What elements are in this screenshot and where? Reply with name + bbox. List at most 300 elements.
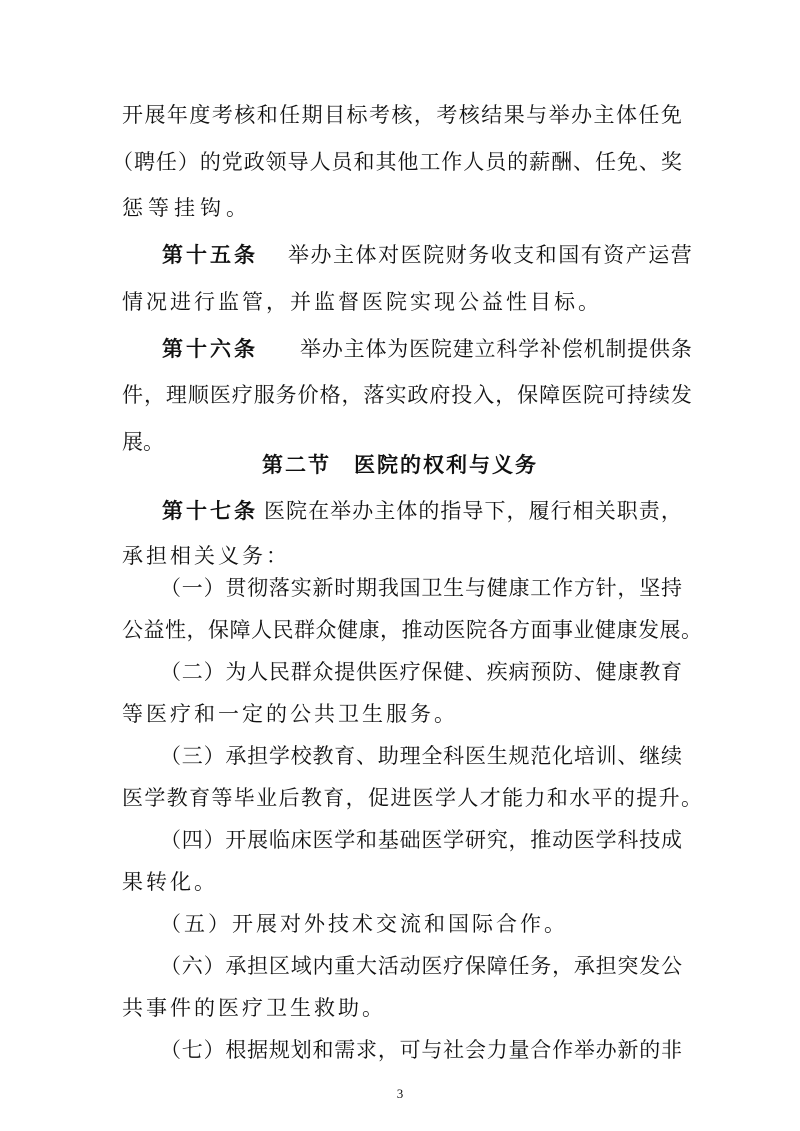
glyph: 育 — [334, 744, 356, 768]
glyph: 营 — [670, 243, 692, 267]
list-item-line — [0, 658, 800, 686]
list-item-line — [0, 1036, 800, 1064]
glyph: 水 — [569, 786, 591, 810]
glyph: 据 — [247, 1038, 269, 1062]
glyph: 偿 — [561, 337, 583, 361]
glyph: 公 — [660, 954, 682, 978]
glyph: （ — [160, 828, 181, 852]
glyph: 提 — [334, 660, 356, 684]
glyph: 院 — [466, 618, 487, 642]
glyph: 承 — [225, 954, 247, 978]
section-title: 第二节 医院的权利与义务 — [262, 452, 538, 477]
glyph: 各 — [487, 618, 509, 642]
glyph: 新 — [617, 1038, 639, 1062]
glyph: 目 — [324, 103, 346, 127]
glyph: ， — [552, 954, 574, 978]
glyph: 工 — [530, 576, 552, 600]
glyph: 理 — [399, 744, 421, 768]
glyph: 员 — [485, 150, 507, 174]
glyph: 他 — [397, 150, 419, 174]
glyph: 任 — [155, 150, 177, 174]
glyph: 医 — [444, 618, 466, 642]
glyph: 生 — [486, 744, 508, 768]
glyph: 会 — [464, 1038, 486, 1062]
glyph: 人 — [463, 150, 485, 174]
glyph: 运 — [648, 243, 670, 267]
glyph: 为 — [387, 337, 409, 361]
paragraph-line: 情况进行监管，并监督医院实现公益性目标。 — [122, 290, 602, 314]
glyph: 作 — [552, 1038, 574, 1062]
glyph: 医 — [464, 744, 486, 768]
glyph: 院 — [423, 243, 445, 267]
glyph: 有 — [580, 243, 602, 267]
glyph: 生 — [443, 576, 465, 600]
article-label: 第十五条 — [162, 242, 258, 267]
glyph: 医 — [412, 786, 434, 810]
glyph: 化 — [552, 744, 574, 768]
glyph: 科 — [496, 337, 518, 361]
glyph: 主 — [333, 243, 355, 267]
glyph: 担 — [247, 954, 269, 978]
list-item-line: （五）开展对外技术交流和国际合作。 — [160, 912, 568, 936]
glyph: 性 — [165, 618, 186, 642]
glyph: 政 — [407, 383, 429, 407]
glyph: 规 — [268, 1038, 290, 1062]
glyph: 床 — [290, 828, 312, 852]
glyph: 教 — [312, 744, 334, 768]
glyph: 健 — [337, 618, 358, 642]
glyph: 保 — [208, 618, 229, 642]
glyph: ， — [143, 383, 165, 407]
glyph: 究 — [486, 828, 508, 852]
glyph: 可 — [399, 1038, 421, 1062]
glyph: 持 — [660, 576, 682, 600]
glyph: ， — [495, 383, 517, 407]
glyph: 续 — [660, 744, 682, 768]
glyph: 学 — [144, 786, 166, 810]
glyph: 、 — [617, 744, 639, 768]
paragraph-line: 展。 — [122, 430, 164, 454]
glyph: 进 — [390, 786, 412, 810]
list-item-line — [0, 784, 800, 812]
glyph: 活 — [377, 954, 399, 978]
glyph: 力 — [486, 1038, 508, 1062]
glyph: 和 — [535, 243, 557, 267]
glyph: 方 — [573, 576, 595, 600]
glyph: 落 — [363, 383, 385, 407]
glyph: 合 — [530, 1038, 552, 1062]
glyph: 、 — [356, 744, 378, 768]
glyph: 才 — [479, 786, 501, 810]
glyph: 面 — [530, 618, 552, 642]
glyph: 奖 — [660, 150, 682, 174]
glyph: 举 — [573, 1038, 595, 1062]
glyph: ， — [413, 103, 435, 127]
glyph: 社 — [443, 1038, 465, 1062]
glyph: 民 — [272, 618, 294, 642]
glyph: 府 — [429, 383, 451, 407]
glyph: 医 — [312, 828, 334, 852]
glyph: 七 — [181, 1038, 203, 1062]
glyph: 职 — [616, 499, 638, 523]
glyph: 动 — [399, 954, 421, 978]
glyph: 民 — [268, 660, 290, 684]
glyph: 重 — [334, 954, 356, 978]
glyph: 病 — [508, 660, 530, 684]
glyph: 作 — [552, 576, 574, 600]
glyph: 和 — [353, 150, 375, 174]
glyph: ， — [506, 499, 528, 523]
glyph: 考 — [436, 103, 458, 127]
glyph: 科 — [443, 744, 465, 768]
page-number: 3 — [396, 1086, 404, 1101]
glyph: 人 — [457, 786, 479, 810]
glyph: 务 — [468, 243, 490, 267]
paragraph-line — [0, 381, 800, 409]
glyph: 科 — [617, 828, 639, 852]
glyph: 推 — [401, 618, 423, 642]
glyph: 障 — [229, 618, 251, 642]
list-item-line — [0, 826, 800, 854]
article-label: 第十六条 — [162, 336, 258, 361]
glyph: 学 — [268, 744, 290, 768]
glyph: 补 — [539, 337, 561, 361]
glyph: 公 — [122, 618, 143, 642]
list-item-line — [0, 952, 800, 980]
glyph: 期 — [356, 576, 378, 600]
article-15-line — [162, 241, 692, 269]
glyph: 薪 — [529, 150, 551, 174]
glyph: 医 — [421, 828, 443, 852]
glyph: 医 — [209, 383, 231, 407]
glyph: 产 — [625, 243, 647, 267]
glyph: 康 — [617, 660, 639, 684]
glyph: 价 — [297, 383, 319, 407]
glyph: （ — [160, 954, 181, 978]
glyph: 务 — [530, 954, 552, 978]
glyph: 培 — [573, 744, 595, 768]
glyph: 体 — [355, 243, 377, 267]
glyph: 贯 — [225, 576, 247, 600]
glyph: 院 — [286, 499, 308, 523]
glyph: 担 — [595, 954, 617, 978]
glyph: 办 — [321, 337, 343, 361]
glyph: 任 — [594, 150, 616, 174]
glyph: 保 — [421, 660, 443, 684]
glyph: 针 — [595, 576, 617, 600]
glyph: 关 — [594, 499, 616, 523]
glyph: 的 — [199, 150, 221, 174]
glyph: 能 — [502, 786, 524, 810]
glyph: ， — [380, 618, 401, 642]
glyph: 和 — [356, 828, 378, 852]
glyph: 业 — [256, 786, 278, 810]
list-item-line: 共事件的医疗卫生救助。 — [122, 996, 386, 1020]
glyph: 国 — [558, 243, 580, 267]
glyph: 酬 — [551, 150, 573, 174]
glyph: 体 — [365, 337, 387, 361]
glyph: 相 — [572, 499, 594, 523]
glyph: 医 — [421, 954, 443, 978]
glyph: 学 — [518, 337, 540, 361]
glyph: 供 — [649, 337, 670, 361]
glyph: 和 — [312, 1038, 334, 1062]
glyph: 院 — [430, 337, 452, 361]
glyph: 、 — [573, 660, 595, 684]
glyph: 基 — [377, 828, 399, 852]
glyph: ， — [186, 618, 208, 642]
glyph: 机 — [583, 337, 605, 361]
glyph: 大 — [356, 954, 378, 978]
glyph: 健 — [486, 576, 508, 600]
glyph: 核 — [234, 103, 256, 127]
glyph: 免 — [616, 150, 638, 174]
article-label: 第十七条 — [162, 498, 258, 523]
glyph: 核 — [391, 103, 413, 127]
glyph: ， — [341, 383, 363, 407]
glyph: 医 — [409, 337, 431, 361]
paragraph-line — [0, 101, 800, 129]
glyph: 提 — [636, 786, 658, 810]
glyph: 与 — [526, 103, 548, 127]
glyph: 卫 — [421, 576, 443, 600]
glyph: 的 — [418, 499, 440, 523]
glyph: 学 — [595, 828, 617, 852]
list-item-line — [0, 616, 800, 644]
glyph: 提 — [627, 337, 649, 361]
glyph: 度 — [189, 103, 211, 127]
glyph: 医 — [573, 828, 595, 852]
list-item-line — [0, 742, 800, 770]
glyph: 投 — [451, 383, 473, 407]
glyph: 任 — [279, 103, 301, 127]
glyph: 动 — [423, 618, 444, 642]
glyph: 事 — [552, 618, 573, 642]
glyph: 举 — [548, 103, 570, 127]
glyph: 区 — [268, 954, 290, 978]
glyph: 发 — [639, 954, 661, 978]
glyph: 和 — [256, 103, 278, 127]
glyph: 继 — [639, 744, 661, 768]
glyph: 员 — [331, 150, 353, 174]
glyph: 全 — [421, 744, 443, 768]
glyph: 教 — [166, 786, 188, 810]
glyph: 彻 — [247, 576, 269, 600]
glyph: 三 — [181, 744, 203, 768]
glyph: 和 — [546, 786, 568, 810]
glyph: 下 — [484, 499, 506, 523]
glyph: 根 — [225, 1038, 247, 1062]
glyph: 健 — [595, 660, 617, 684]
glyph: 担 — [247, 744, 269, 768]
glyph: 导 — [462, 499, 484, 523]
glyph: ） — [177, 150, 199, 174]
glyph: 技 — [639, 828, 661, 852]
glyph: 核 — [458, 103, 480, 127]
glyph: 理 — [165, 383, 187, 407]
glyph: 保 — [517, 383, 539, 407]
glyph: 范 — [530, 744, 552, 768]
glyph: 开 — [225, 828, 247, 852]
glyph: （ — [160, 744, 181, 768]
glyph: 免 — [660, 103, 682, 127]
glyph: 非 — [660, 1038, 682, 1062]
glyph: （ — [160, 1038, 181, 1062]
glyph: 可 — [604, 383, 626, 407]
glyph: ） — [203, 744, 225, 768]
glyph: 承 — [225, 744, 247, 768]
glyph: 育 — [189, 786, 211, 810]
glyph: 划 — [290, 1038, 312, 1062]
glyph: 成 — [660, 828, 682, 852]
glyph: 资 — [603, 243, 625, 267]
glyph: 助 — [377, 744, 399, 768]
glyph: 期 — [301, 103, 323, 127]
glyph: 临 — [268, 828, 290, 852]
glyph: 医 — [122, 786, 143, 810]
glyph: 、 — [638, 150, 660, 174]
glyph: 支 — [513, 243, 535, 267]
glyph: 内 — [312, 954, 334, 978]
list-item-line: 果转化。 — [122, 870, 218, 894]
paragraph-line: 惩等挂钩。 — [122, 196, 252, 220]
article-text — [300, 335, 692, 363]
glyph: 实 — [385, 383, 407, 407]
glyph: 体 — [396, 499, 418, 523]
glyph: 党 — [221, 150, 243, 174]
glyph: 指 — [440, 499, 462, 523]
glyph: 四 — [181, 828, 203, 852]
glyph: 聘 — [133, 150, 155, 174]
glyph: 与 — [464, 576, 486, 600]
glyph: 医 — [561, 383, 583, 407]
glyph: 升 — [658, 786, 680, 810]
glyph: 预 — [530, 660, 552, 684]
list-item-line: 等医疗和一定的公共卫生服务。 — [122, 702, 458, 726]
glyph: 收 — [490, 243, 512, 267]
glyph: 展 — [144, 103, 166, 127]
glyph: 毕 — [233, 786, 255, 810]
article-text — [288, 241, 692, 269]
glyph: 与 — [421, 1038, 443, 1062]
glyph: 突 — [617, 954, 639, 978]
glyph: ） — [203, 828, 225, 852]
glyph: 格 — [319, 383, 341, 407]
glyph: 建 — [452, 337, 474, 361]
glyph: 院 — [583, 383, 605, 407]
article-16-line — [162, 335, 692, 363]
glyph: 的 — [613, 786, 635, 810]
glyph: 实 — [290, 576, 312, 600]
glyph: ， — [508, 828, 530, 852]
glyph: ， — [377, 1038, 399, 1062]
glyph: 力 — [524, 786, 546, 810]
glyph: 平 — [591, 786, 613, 810]
glyph: 条 — [670, 337, 692, 361]
glyph: 主 — [374, 499, 396, 523]
glyph: 在 — [308, 499, 330, 523]
glyph: 坚 — [639, 576, 661, 600]
glyph: 推 — [530, 828, 552, 852]
glyph: 础 — [399, 828, 421, 852]
glyph: ） — [203, 954, 225, 978]
glyph: 教 — [639, 660, 661, 684]
glyph: 办 — [352, 499, 374, 523]
glyph: 举 — [288, 243, 309, 267]
article-17-line — [162, 497, 682, 525]
glyph: 财 — [445, 243, 467, 267]
glyph: ， — [660, 499, 682, 523]
glyph: ， — [617, 576, 639, 600]
glyph: 主 — [343, 337, 365, 361]
paragraph-line — [0, 148, 800, 176]
glyph: 发 — [638, 618, 659, 642]
glyph: 主 — [593, 103, 615, 127]
glyph: 育 — [660, 660, 682, 684]
glyph: 供 — [356, 660, 378, 684]
glyph: 学 — [435, 786, 457, 810]
glyph: 标 — [346, 103, 368, 127]
glyph: 时 — [334, 576, 356, 600]
glyph: 入 — [473, 383, 495, 407]
glyph: 医 — [400, 243, 422, 267]
glyph: 举 — [300, 337, 321, 361]
glyph: 学 — [334, 828, 356, 852]
glyph: 导 — [287, 150, 309, 174]
glyph: 域 — [290, 954, 312, 978]
glyph: 方 — [509, 618, 530, 642]
glyph: 的 — [639, 1038, 661, 1062]
glyph: 续 — [648, 383, 670, 407]
glyph: 医 — [377, 660, 399, 684]
glyph: 立 — [474, 337, 496, 361]
glyph: 任 — [638, 103, 660, 127]
list-item-line — [0, 574, 800, 602]
glyph: 、 — [573, 150, 595, 174]
glyph: 障 — [539, 383, 561, 407]
glyph: 育 — [323, 786, 345, 810]
glyph: 六 — [181, 954, 203, 978]
glyph: 量 — [508, 1038, 530, 1062]
glyph: 保 — [464, 954, 486, 978]
glyph: 规 — [508, 744, 530, 768]
glyph: 众 — [315, 618, 337, 642]
paragraph-line: 承担相关义务： — [122, 544, 290, 568]
glyph: 领 — [265, 150, 287, 174]
glyph: 年 — [166, 103, 188, 127]
glyph: 其 — [375, 150, 397, 174]
glyph: ， — [345, 786, 367, 810]
glyph: 服 — [253, 383, 275, 407]
glyph: 结 — [481, 103, 503, 127]
glyph: 障 — [486, 954, 508, 978]
glyph: 等 — [211, 786, 233, 810]
glyph: 制 — [605, 337, 627, 361]
glyph: 考 — [368, 103, 390, 127]
glyph: （ — [160, 660, 181, 684]
glyph: 人 — [309, 150, 331, 174]
glyph: 开 — [122, 103, 143, 127]
glyph: 康 — [358, 618, 380, 642]
glyph: 考 — [211, 103, 233, 127]
glyph: 二 — [181, 660, 203, 684]
glyph: 。 — [680, 786, 702, 810]
glyph: 疗 — [231, 383, 253, 407]
glyph: 工 — [419, 150, 441, 174]
glyph: 履 — [528, 499, 550, 523]
glyph: （ — [160, 576, 181, 600]
glyph: 。 — [681, 618, 702, 642]
